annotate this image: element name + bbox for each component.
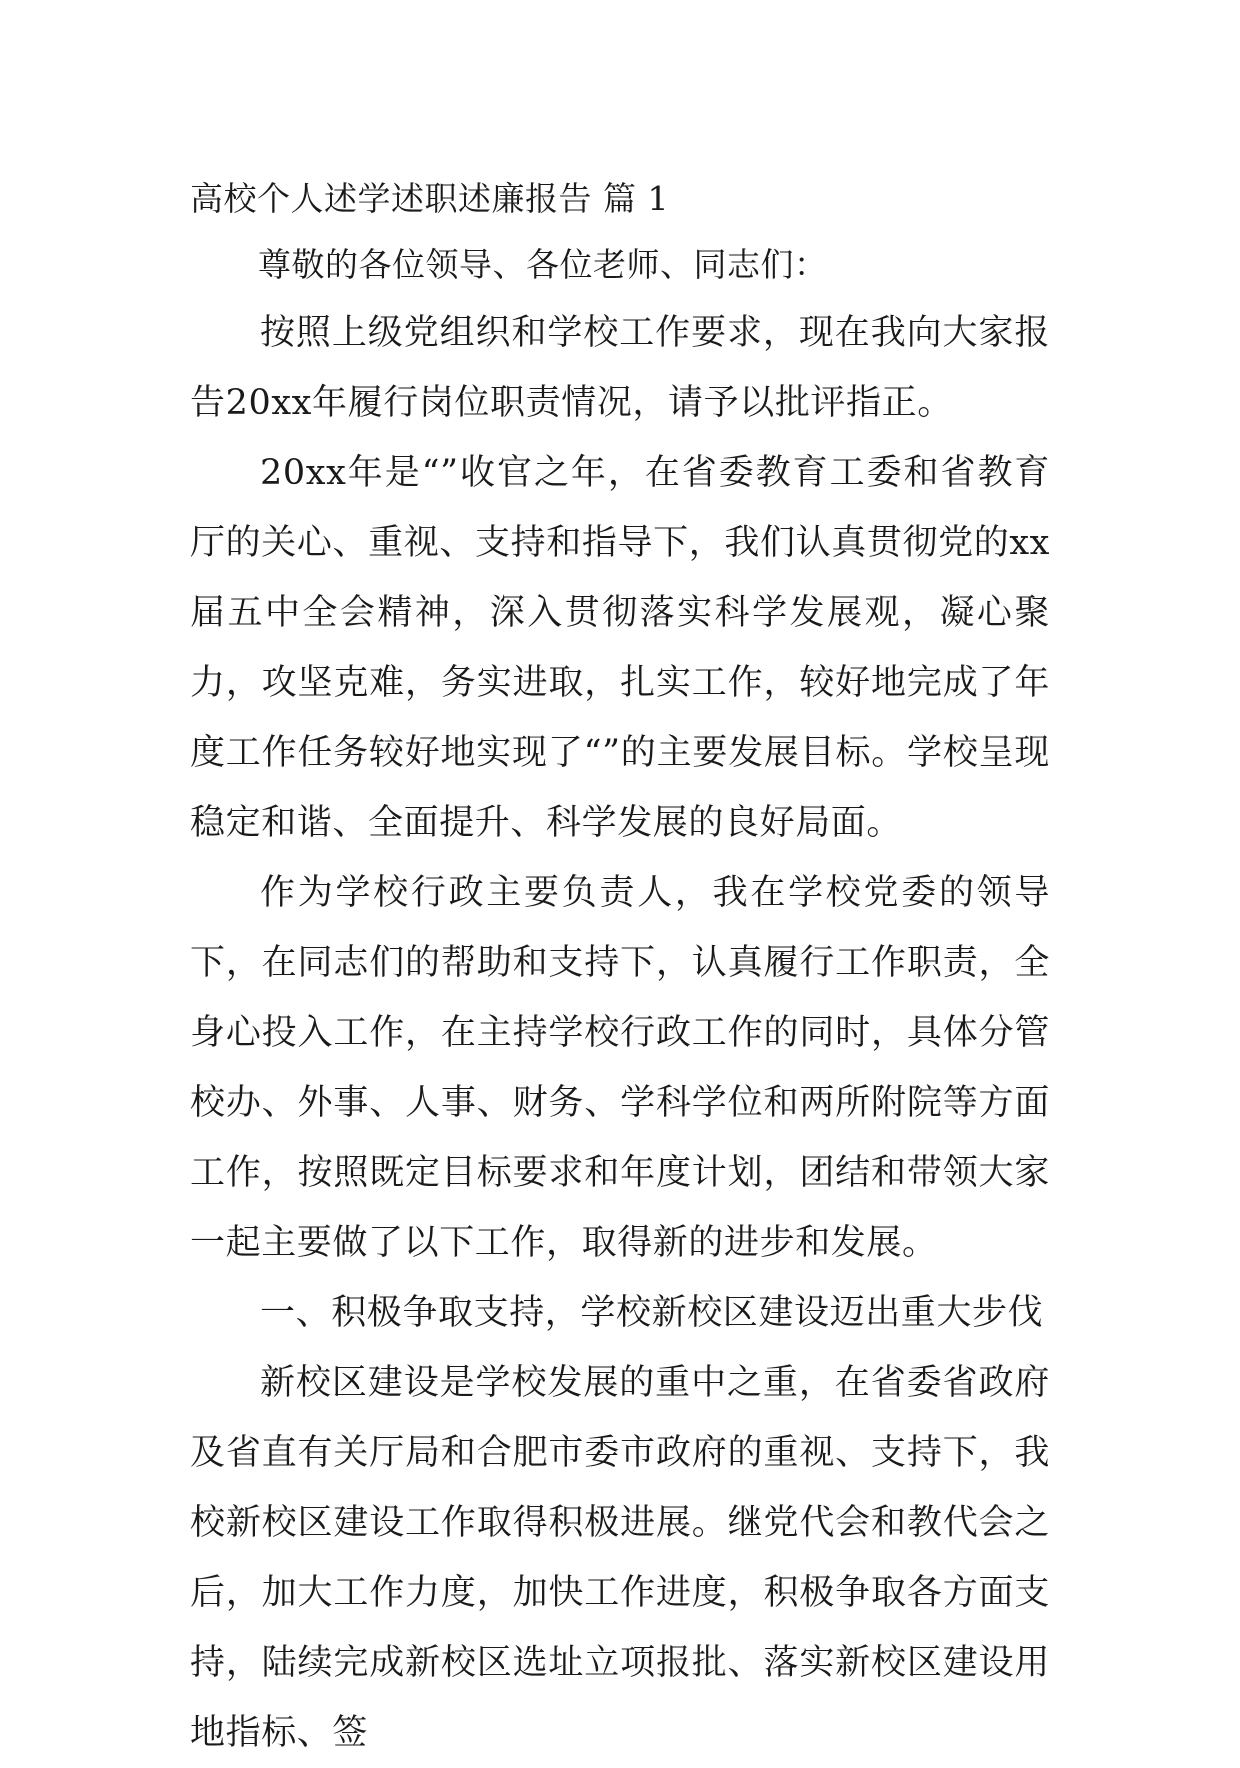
section-paragraph: 新校区建设是学校发展的重中之重，在省委省政府及省直有关厅局和合肥市委市政府的重视、支持下，我校新校区建设工作取得积极进展。继党代会和教代会之后，加大工作力度，加快工作进度，积极争取各方面支持，陆续完成新校区选址立项报批、落实新校区建设用地指标、签	[190, 1363, 1050, 1753]
paragraph-intro: 按照上级党组织和学校工作要求，现在我向大家报告20xx年履行岗位职责情况，请予以批评指正。	[190, 313, 1050, 423]
document-page	[190, 166, 1050, 1768]
salutation: 尊敬的各位领导、各位老师、同志们：	[258, 245, 828, 284]
paragraph-responsibilities: 作为学校行政主要负责人，我在学校党委的领导下，在同志们的帮助和支持下，认真履行工作职责，全身心投入工作，在主持学校行政工作的同时，具体分管校办、外事、人事、财务、学科学位和两所附院等方面工作，按照既定目标要求和年度计划，团结和带领大家一起主要做了以下工作，取得新的进步和发展。	[190, 873, 1050, 1263]
section-heading: 一、积极争取支持，学校新校区建设迈出重大步伐	[260, 1293, 1044, 1333]
document-title: 高校个人述学述职述廉报告 篇 1	[190, 179, 669, 218]
paragraph-overview: 20xx年是“”收官之年，在省委教育工委和省教育厅的关心、重视、支持和指导下，我们认真贯彻党的xx届五中全会精神，深入贯彻落实科学发展观，凝心聚力，攻坚克难，务实进取，扎实工作，较好地完成了年度工作任务较好地实现了“”的主要发展目标。学校呈现稳定和谐、全面提升、科学发展的良好局面。	[190, 453, 1050, 843]
